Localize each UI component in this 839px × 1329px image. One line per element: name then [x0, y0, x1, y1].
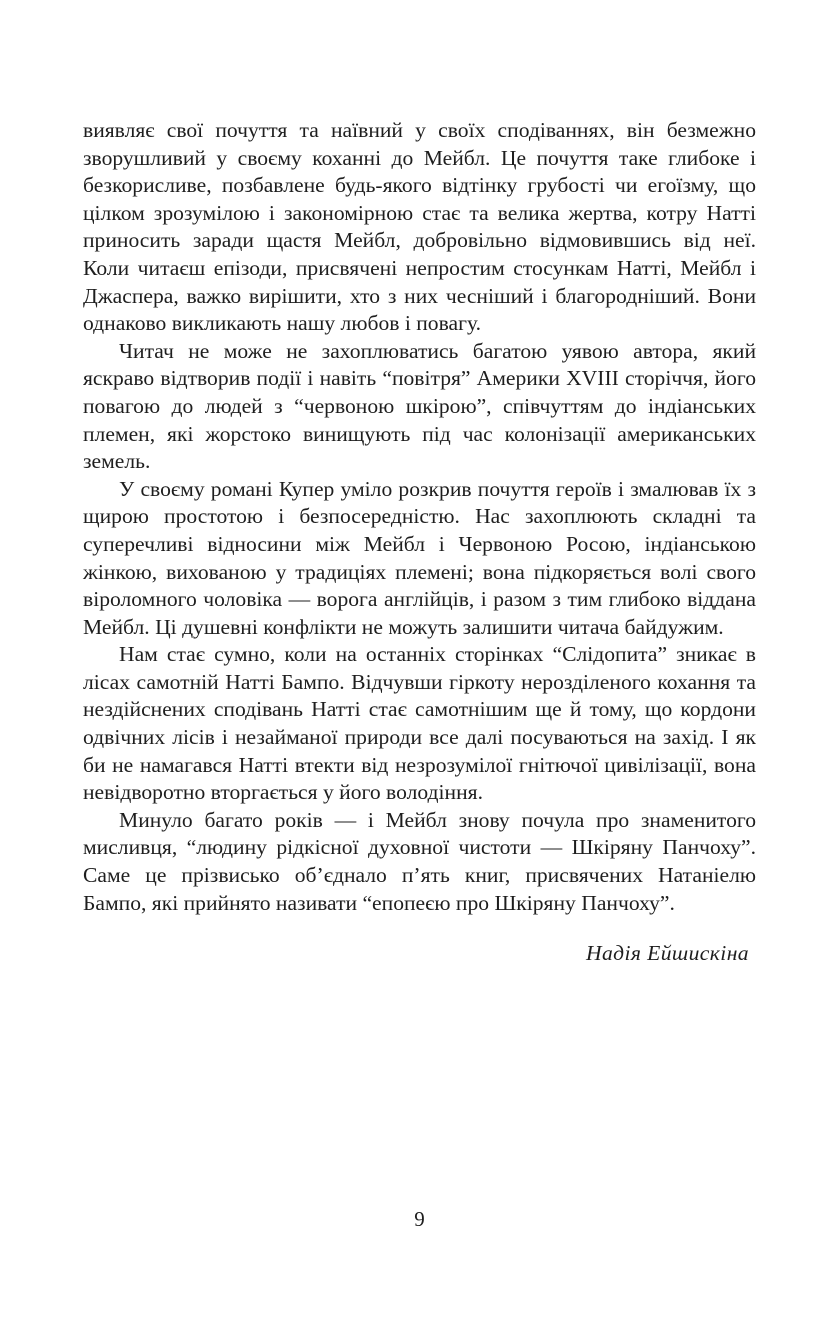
- paragraph: Нам стає сумно, коли на останніх сторінках “Слідопита” зникає в лісах самотній Натті Бампо. Відчувши гіркоту нерозділеного кохання та нездійснених сподівань Натті стає самотнішим ще й тому, що кордони одвічних лісів і незайманої природи все далі посуваються на захід. І як би не намагався Натті втекти від незрозумілої гнітючої цивілізації, вона невідворотно вторгається у його володіння.: [83, 642, 756, 805]
- paragraph: виявляє свої почуття та наївний у своїх сподіваннях, він безмежно зворушливий у своєму коханні до Мейбл. Це почуття таке глибоке і безкорисливе, позбавлене будь-якого відтінку грубості чи егоїзму, що цілком зрозумілою і закономірною стає та велика жертва, котру Натті приносить заради щастя Мейбл, добровільно відмовившись від неї. Коли читаєш епізоди, присвячені непростим стосункам Натті, Мейбл і Джаспера, важко вирішити, хто з них чесніший і благородніший. Вони однаково викликають нашу любов і повагу.: [83, 118, 756, 336]
- paragraph: Минуло багато років — і Мейбл знову почула про знаменитого мисливця, “людину рідкісної духовної чистоти — Шкіряну Панчоху”. Саме це прізвисько об’єднало п’ять книг, присвячених Натаніелю Бампо, які прийнято називати “епопеєю про Шкіряну Панчоху”.: [83, 807, 756, 915]
- paragraph: Читач не може не захоплюватись багатою уявою автора, який яскраво відтворив події і навіть “повітря” Америки XVIII сторіччя, його повагою до людей з “червоною шкірою”, співчуттям до індіанських племен, які жорстоко винищують під час колонізації американських земель.: [83, 338, 756, 474]
- paragraph: У своєму романі Купер уміло розкрив почуття героїв і змалював їх з щирою простотою і безпосередністю. Нас захоплюють складні та суперечливі відносини між Мейбл і Червоною Росою, індіанською жінкою, вихованою у традиціях племені; вона підкоряється волі свого віроломного чоловіка — ворога англійців, і разом з тим глибоко віддана Мейбл. Ці душевні конфлікти не можуть залишити читача байдужим.: [83, 476, 756, 639]
- author-signature: Надія Ейшискіна: [585, 941, 749, 965]
- page-number: 9: [414, 1207, 425, 1231]
- body-text: [83, 117, 756, 917]
